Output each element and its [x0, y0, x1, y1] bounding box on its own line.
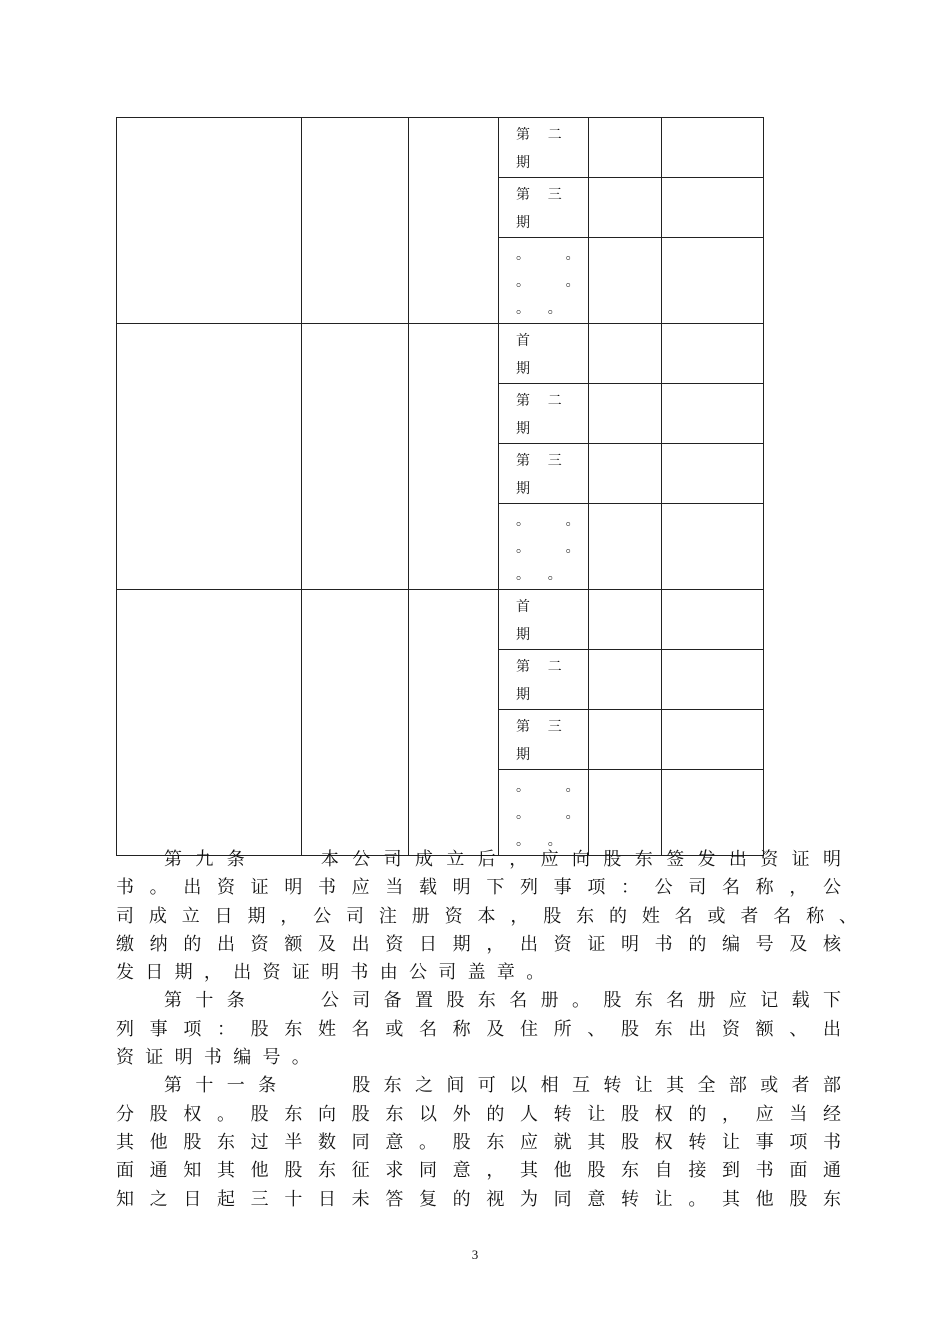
date-cell[interactable]: [662, 444, 764, 504]
text-line: 第十条 公司备置股东名册。股东名册应记载下: [164, 990, 841, 1012]
amount-cell[interactable]: [589, 650, 662, 710]
period-label: 首: [516, 599, 530, 615]
period-cell: [499, 444, 589, 504]
ellipsis-mark: 。 。: [516, 779, 580, 795]
ellipsis-mark: 。 。: [516, 540, 580, 556]
article-10: [116, 987, 841, 1072]
amount-cell[interactable]: [589, 444, 662, 504]
amount-cell[interactable]: [589, 324, 662, 384]
period-cell: [499, 590, 589, 650]
shareholder-name-cell[interactable]: [117, 118, 302, 324]
period-label: 第 三: [516, 453, 562, 469]
contribution-amount-cell[interactable]: [302, 324, 409, 590]
table-row: [117, 118, 764, 178]
contribution-method-cell[interactable]: [409, 118, 499, 324]
date-cell[interactable]: [662, 238, 764, 324]
period-cell: [499, 324, 589, 384]
amount-cell[interactable]: [589, 178, 662, 238]
contribution-method-cell[interactable]: [409, 590, 499, 856]
text-line: 发日期，出资证明书由公司盖章。: [116, 962, 556, 984]
text-line: 知之日起三十日未答复的视为同意转让。其他股东: [116, 1188, 841, 1210]
text-line: 第十一条 股东之间可以相互转让其全部或者部: [164, 1075, 841, 1097]
amount-cell[interactable]: [589, 710, 662, 770]
period-label: 第 二: [516, 659, 562, 675]
amount-cell[interactable]: [589, 118, 662, 178]
contribution-amount-cell[interactable]: [302, 118, 409, 324]
ellipsis-mark: 。 。: [516, 247, 580, 263]
ellipsis-mark: 。 。: [516, 806, 580, 822]
ellipsis-mark: 。 。: [516, 833, 562, 849]
table-row: [117, 590, 764, 650]
date-cell[interactable]: [662, 178, 764, 238]
text-line: 缴纳的出资额及出资日期，出资证明书的编号及核: [116, 933, 841, 955]
date-cell[interactable]: [662, 590, 764, 650]
period-label: 期: [516, 747, 530, 763]
article-11: [116, 1072, 841, 1213]
period-label: 期: [516, 687, 530, 703]
date-cell[interactable]: [662, 384, 764, 444]
period-label: 第 三: [516, 187, 562, 203]
articles-body: [116, 846, 857, 1214]
amount-cell[interactable]: [589, 384, 662, 444]
capital-contribution-table: [116, 117, 764, 856]
ellipsis-cell: [499, 238, 589, 324]
ellipsis-cell: [499, 504, 589, 590]
ellipsis-mark: 。 。: [516, 567, 562, 583]
period-label: 第 二: [516, 127, 562, 143]
contribution-method-cell[interactable]: [409, 324, 499, 590]
period-label: 期: [516, 361, 530, 377]
text-line: 司成立日期，公司注册资本，股东的姓名或者名称、: [116, 905, 857, 927]
ellipsis-cell: [499, 770, 589, 856]
text-line: 其他股东过半数同意。股东应就其股权转让事项书: [116, 1131, 841, 1153]
period-label: 首: [516, 333, 530, 349]
text-line: 第九条 本公司成立后，应向股东签发出资证明: [164, 849, 841, 870]
text-line: 分股权。股东向股东以外的人转让股权的，应当经: [116, 1103, 841, 1125]
contribution-amount-cell[interactable]: [302, 590, 409, 856]
text-line: 列事项：股东姓名或名称及住所、股东出资额、出: [116, 1018, 841, 1040]
ellipsis-mark: 。 。: [516, 513, 580, 529]
date-cell[interactable]: [662, 710, 764, 770]
date-cell[interactable]: [662, 118, 764, 178]
period-cell: [499, 710, 589, 770]
amount-cell[interactable]: [589, 770, 662, 856]
text-line: 面通知其他股东征求同意，其他股东自接到书面通: [116, 1160, 841, 1182]
ellipsis-mark: 。 。: [516, 274, 580, 290]
amount-cell[interactable]: [589, 504, 662, 590]
date-cell[interactable]: [662, 770, 764, 856]
text-line: 书。出资证明书应当载明下列事项：公司名称，公: [116, 877, 841, 899]
period-cell: [499, 650, 589, 710]
page-number: 3: [471, 1247, 479, 1262]
shareholder-name-cell[interactable]: [117, 590, 302, 856]
period-cell: [499, 384, 589, 444]
date-cell[interactable]: [662, 324, 764, 384]
amount-cell[interactable]: [589, 238, 662, 324]
period-label: 期: [516, 481, 530, 497]
period-cell: [499, 178, 589, 238]
shareholder-name-cell[interactable]: [117, 324, 302, 590]
date-cell[interactable]: [662, 504, 764, 590]
date-cell[interactable]: [662, 650, 764, 710]
text-line: 资证明书编号。: [116, 1047, 322, 1069]
period-label: 期: [516, 155, 530, 171]
period-cell: [499, 118, 589, 178]
table-row: [117, 324, 764, 384]
period-label: 第 三: [516, 719, 562, 735]
period-label: 期: [516, 627, 530, 643]
article-9: [116, 846, 857, 987]
amount-cell[interactable]: [589, 590, 662, 650]
period-label: 期: [516, 215, 530, 231]
period-label: 期: [516, 421, 530, 437]
ellipsis-mark: 。 。: [516, 301, 562, 317]
period-label: 第 二: [516, 393, 562, 409]
